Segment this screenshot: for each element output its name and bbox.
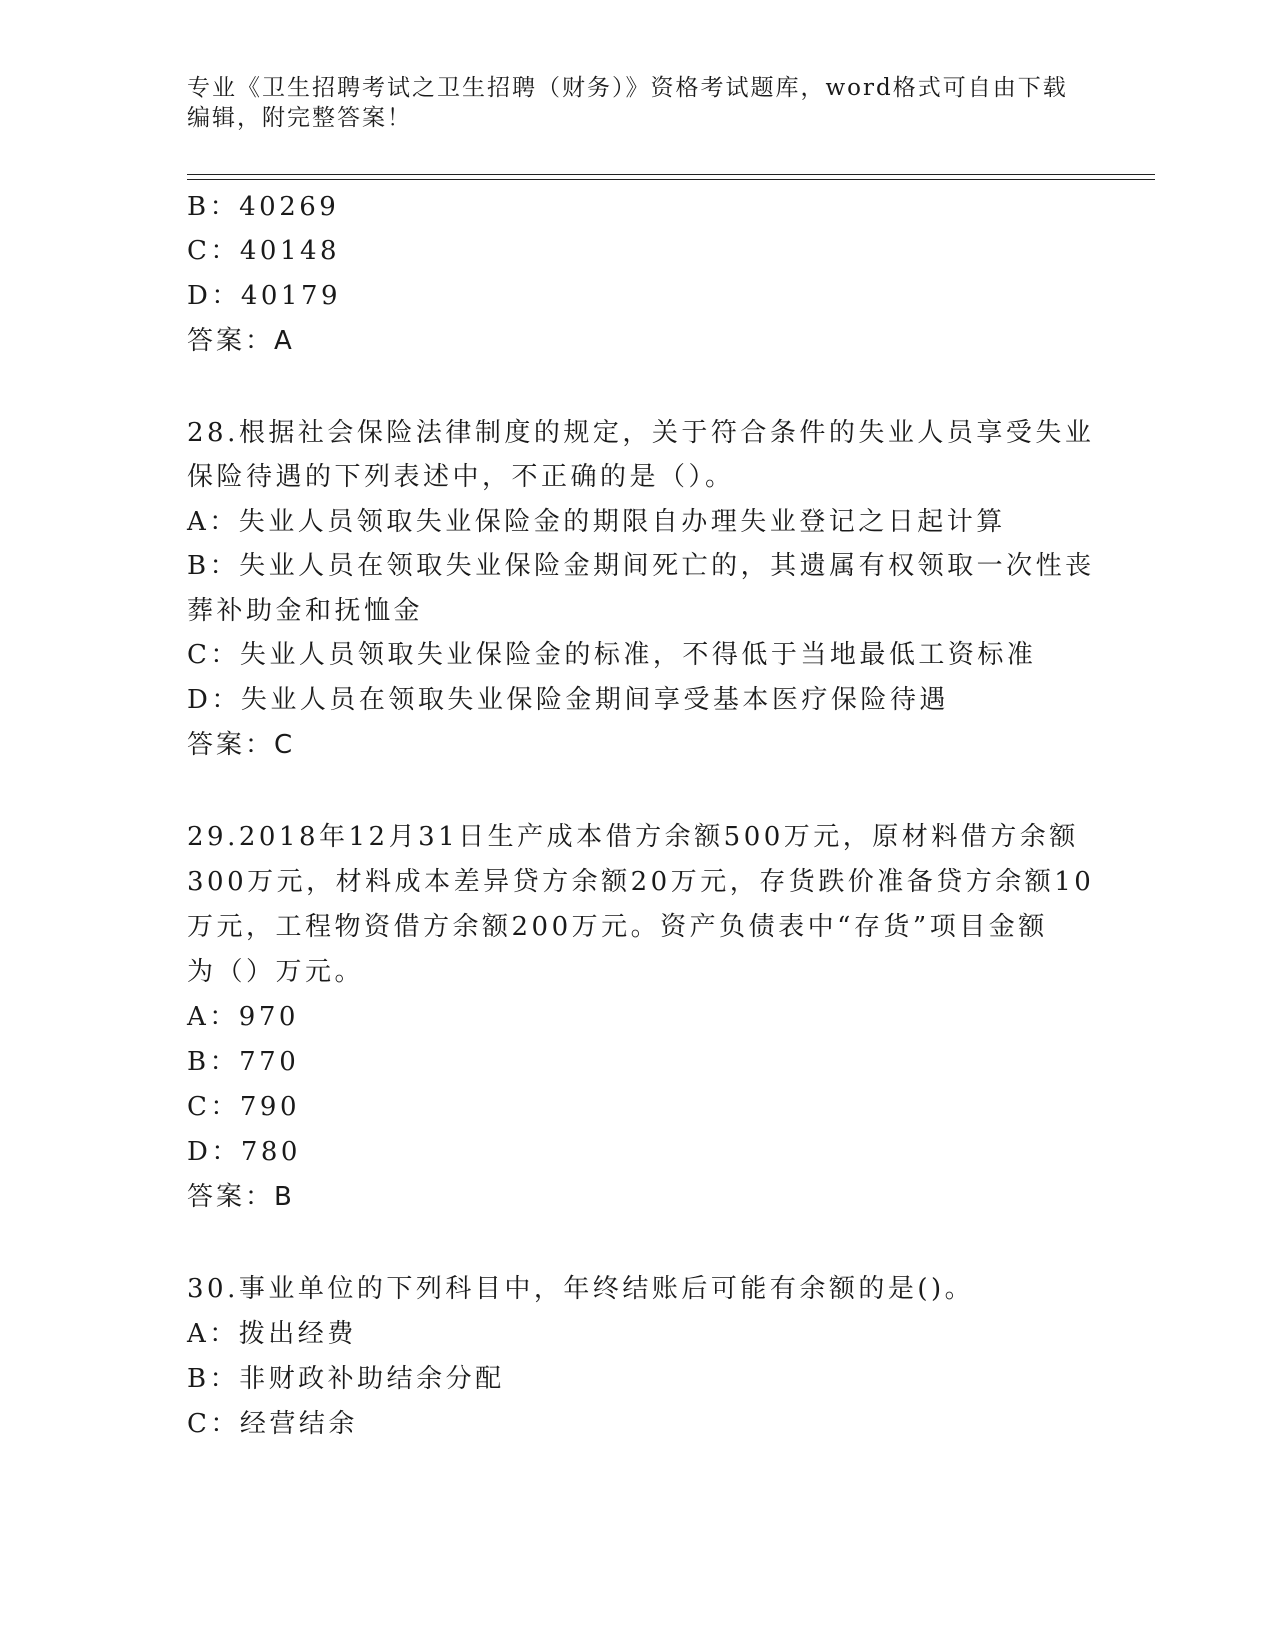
q27-option-c: C：40148 (187, 236, 341, 266)
header-divider-bottom (187, 179, 1155, 180)
q29-stem-line-1: 29.2018年12月31日生产成本借方余额500万元，原材料借方余额 (187, 822, 1079, 852)
q28-stem-line-2: 保险待遇的下列表述中，不正确的是（）。 (187, 462, 735, 492)
q29-option-a: A：970 (187, 1002, 299, 1032)
q27-answer: 答案：A (187, 326, 295, 356)
q28-option-b-line-1: B：失业人员在领取失业保险金期间死亡的，其遗属有权领取一次性丧 (187, 551, 1095, 581)
q29-stem-line-2: 300万元，材料成本差异贷方余额20万元，存货跌价准备贷方余额10 (187, 867, 1095, 897)
header-divider-top (187, 174, 1155, 175)
q28-option-b-line-2: 葬补助金和抚恤金 (187, 596, 424, 626)
q30-option-c: C：经营结余 (187, 1409, 358, 1439)
q30-option-a: A：拨出经费 (187, 1319, 357, 1349)
q28-option-c: C：失业人员领取失业保险金的标准，不得低于当地最低工资标准 (187, 640, 1037, 670)
q28-stem-line-1: 28.根据社会保险法律制度的规定，关于符合条件的失业人员享受失业 (187, 418, 1095, 448)
q29-stem-line-4: 为（）万元。 (187, 957, 365, 987)
header-text-line-1: 专业《卫生招聘考试之卫生招聘（财务）》资格考试题库，word格式可自由下载 (187, 75, 1068, 101)
q29-option-d: D：780 (187, 1137, 301, 1167)
q27-option-d: D：40179 (187, 281, 342, 311)
q28-answer: 答案：C (187, 730, 296, 760)
header-text-line-2: 编辑，附完整答案！ (187, 105, 412, 131)
q29-option-b: B：770 (187, 1047, 300, 1077)
q27-option-b: B：40269 (187, 192, 340, 222)
q29-answer: 答案：B (187, 1182, 295, 1212)
q30-option-b: B：非财政补助结余分配 (187, 1364, 505, 1394)
q29-stem-line-3: 万元，工程物资借方余额200万元。资产负债表中“存货”项目金额 (187, 912, 1048, 942)
q29-option-c: C：790 (187, 1092, 301, 1122)
q30-stem-line-1: 30.事业单位的下列科目中，年终结账后可能有余额的是()。 (187, 1274, 975, 1304)
q28-option-d: D：失业人员在领取失业保险金期间享受基本医疗保险待遇 (187, 685, 949, 715)
q28-option-a: A：失业人员领取失业保险金的期限自办理失业登记之日起计算 (187, 507, 1006, 537)
